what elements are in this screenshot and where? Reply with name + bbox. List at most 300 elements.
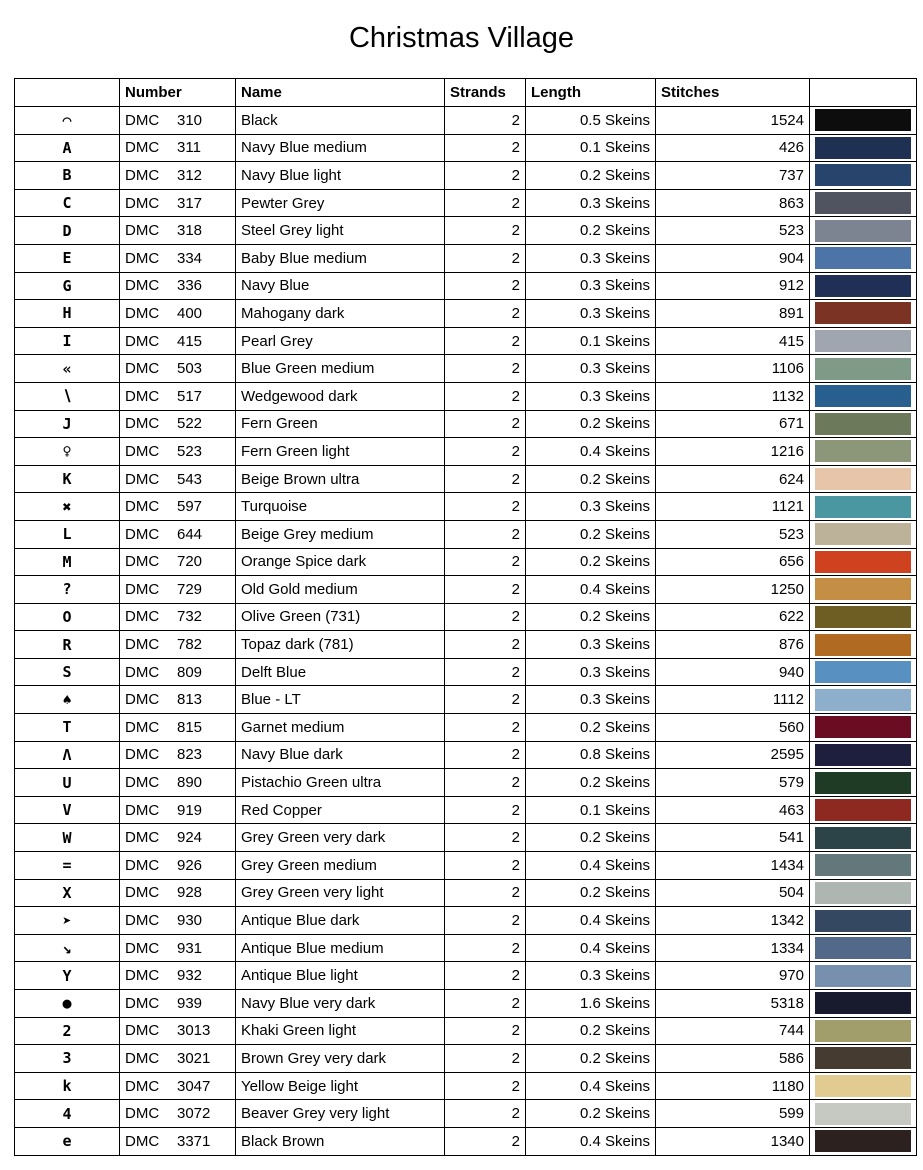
strands-cell: 2 [445, 327, 526, 355]
brand-label: DMC [125, 994, 160, 1012]
floss-number: 782 [177, 636, 203, 654]
floss-number: 3047 [177, 1077, 211, 1095]
number-cell [120, 493, 236, 521]
color-swatch-cell [810, 300, 917, 328]
stitches-cell: 523 [656, 217, 810, 245]
strands-cell: 2 [445, 1100, 526, 1128]
color-swatch [815, 137, 911, 159]
symbol-cell: W [15, 824, 120, 852]
name-cell: Beaver Grey very light [236, 1100, 445, 1128]
strands-cell: 2 [445, 714, 526, 742]
header-row [15, 79, 917, 107]
stitches-cell: 1334 [656, 934, 810, 962]
length-cell: 0.3 Skeins [526, 189, 656, 217]
symbol-cell: J [15, 410, 120, 438]
floss-number: 720 [177, 553, 203, 571]
strands-cell: 2 [445, 879, 526, 907]
floss-number: 543 [177, 470, 203, 488]
floss-number: 813 [177, 691, 203, 709]
floss-number: 931 [177, 939, 203, 957]
brand-label: DMC [125, 774, 160, 792]
strands-cell: 2 [445, 382, 526, 410]
number-cell [120, 465, 236, 493]
symbol-cell: Λ [15, 741, 120, 769]
color-swatch [815, 634, 911, 656]
name-cell: Grey Green very dark [236, 824, 445, 852]
floss-number: 3013 [177, 1022, 211, 1040]
color-swatch [815, 606, 911, 628]
brand-label: DMC [125, 498, 160, 516]
color-swatch [815, 551, 911, 573]
floss-number: 503 [177, 360, 203, 378]
strands-cell: 2 [445, 520, 526, 548]
stitches-cell: 940 [656, 658, 810, 686]
table-row [15, 631, 917, 659]
stitches-cell: 5318 [656, 990, 810, 1018]
brand-label: DMC [125, 939, 160, 957]
length-cell: 0.4 Skeins [526, 1072, 656, 1100]
brand-label: DMC [125, 663, 160, 681]
name-cell: Topaz dark (781) [236, 631, 445, 659]
table-row [15, 1127, 917, 1155]
symbol-cell: ➤ [15, 907, 120, 935]
color-swatch-cell [810, 134, 917, 162]
symbol-cell: ♠ [15, 686, 120, 714]
stitches-cell: 624 [656, 465, 810, 493]
table-row [15, 327, 917, 355]
number-cell [120, 300, 236, 328]
table-row [15, 493, 917, 521]
table-row [15, 410, 917, 438]
brand-label: DMC [125, 553, 160, 571]
color-swatch-cell [810, 796, 917, 824]
name-cell: Mahogany dark [236, 300, 445, 328]
strands-cell: 2 [445, 934, 526, 962]
color-swatch-cell [810, 962, 917, 990]
number-cell [120, 658, 236, 686]
brand-label: DMC [125, 277, 160, 295]
number-cell [120, 714, 236, 742]
table-row [15, 520, 917, 548]
symbol-cell: D [15, 217, 120, 245]
header-length: Length [526, 79, 656, 107]
strands-cell: 2 [445, 438, 526, 466]
name-cell: Orange Spice dark [236, 548, 445, 576]
name-cell: Black [236, 107, 445, 135]
number-cell [120, 1072, 236, 1100]
color-swatch-cell [810, 1100, 917, 1128]
symbol-cell: ♀ [15, 438, 120, 466]
stitches-cell: 1340 [656, 1127, 810, 1155]
color-swatch-cell [810, 576, 917, 604]
floss-number: 317 [177, 194, 203, 212]
stitches-cell: 599 [656, 1100, 810, 1128]
brand-label: DMC [125, 580, 160, 598]
strands-cell: 2 [445, 824, 526, 852]
name-cell: Turquoise [236, 493, 445, 521]
color-swatch-cell [810, 1045, 917, 1073]
number-cell [120, 824, 236, 852]
color-swatch [815, 689, 911, 711]
symbol-cell: V [15, 796, 120, 824]
length-cell: 0.2 Skeins [526, 410, 656, 438]
floss-number: 523 [177, 442, 203, 460]
symbol-cell: H [15, 300, 120, 328]
table-row [15, 990, 917, 1018]
stitches-cell: 970 [656, 962, 810, 990]
name-cell: Pistachio Green ultra [236, 769, 445, 797]
brand-label: DMC [125, 525, 160, 543]
name-cell: Navy Blue dark [236, 741, 445, 769]
color-swatch [815, 744, 911, 766]
table-row [15, 796, 917, 824]
color-swatch [815, 772, 911, 794]
symbol-cell: ● [15, 990, 120, 1018]
strands-cell: 2 [445, 300, 526, 328]
stitches-cell: 863 [656, 189, 810, 217]
stitches-cell: 1434 [656, 852, 810, 880]
brand-label: DMC [125, 470, 160, 488]
color-swatch-cell [810, 382, 917, 410]
symbol-cell: S [15, 658, 120, 686]
stitches-cell: 744 [656, 1017, 810, 1045]
strands-cell: 2 [445, 1072, 526, 1100]
number-cell [120, 852, 236, 880]
table-row [15, 686, 917, 714]
floss-number: 644 [177, 525, 203, 543]
strands-cell: 2 [445, 134, 526, 162]
floss-number: 3021 [177, 1049, 211, 1067]
color-swatch-cell [810, 493, 917, 521]
color-swatch [815, 385, 911, 407]
color-swatch [815, 882, 911, 904]
strands-cell: 2 [445, 272, 526, 300]
length-cell: 0.3 Skeins [526, 962, 656, 990]
stitches-cell: 586 [656, 1045, 810, 1073]
floss-number: 318 [177, 222, 203, 240]
symbol-cell: 2 [15, 1017, 120, 1045]
color-swatch-cell [810, 410, 917, 438]
name-cell: Steel Grey light [236, 217, 445, 245]
length-cell: 0.2 Skeins [526, 714, 656, 742]
brand-label: DMC [125, 360, 160, 378]
header-stitches: Stitches [656, 79, 810, 107]
name-cell: Garnet medium [236, 714, 445, 742]
length-cell: 0.2 Skeins [526, 879, 656, 907]
color-swatch-cell [810, 907, 917, 935]
length-cell: 0.2 Skeins [526, 1100, 656, 1128]
floss-number: 310 [177, 111, 203, 129]
color-swatch [815, 578, 911, 600]
stitches-cell: 579 [656, 769, 810, 797]
table-row [15, 134, 917, 162]
table-row [15, 962, 917, 990]
floss-number: 312 [177, 166, 203, 184]
number-cell [120, 907, 236, 935]
table-row [15, 1100, 917, 1128]
stitches-cell: 463 [656, 796, 810, 824]
color-swatch-cell [810, 769, 917, 797]
color-swatch [815, 661, 911, 683]
symbol-cell: L [15, 520, 120, 548]
color-swatch-cell [810, 990, 917, 1018]
brand-label: DMC [125, 415, 160, 433]
stitches-cell: 656 [656, 548, 810, 576]
floss-number: 522 [177, 415, 203, 433]
length-cell: 0.2 Skeins [526, 824, 656, 852]
color-swatch [815, 109, 911, 131]
symbol-cell: O [15, 603, 120, 631]
floss-number: 729 [177, 580, 203, 598]
brand-label: DMC [125, 912, 160, 930]
stitches-cell: 541 [656, 824, 810, 852]
symbol-cell: ∖ [15, 382, 120, 410]
header-strands: Strands [445, 79, 526, 107]
number-cell [120, 1127, 236, 1155]
color-swatch-cell [810, 658, 917, 686]
name-cell: Antique Blue dark [236, 907, 445, 935]
symbol-cell: G [15, 272, 120, 300]
symbol-cell: X [15, 879, 120, 907]
strands-cell: 2 [445, 631, 526, 659]
stitches-cell: 415 [656, 327, 810, 355]
brand-label: DMC [125, 801, 160, 819]
brand-label: DMC [125, 608, 160, 626]
brand-label: DMC [125, 691, 160, 709]
symbol-cell: C [15, 189, 120, 217]
floss-number: 815 [177, 718, 203, 736]
number-cell [120, 879, 236, 907]
brand-label: DMC [125, 139, 160, 157]
number-cell [120, 355, 236, 383]
color-swatch [815, 413, 911, 435]
number-cell [120, 603, 236, 631]
floss-number: 517 [177, 387, 203, 405]
number-cell [120, 244, 236, 272]
color-swatch [815, 799, 911, 821]
floss-number: 400 [177, 304, 203, 322]
number-cell [120, 107, 236, 135]
name-cell: Navy Blue very dark [236, 990, 445, 1018]
floss-number: 926 [177, 856, 203, 874]
floss-number: 930 [177, 912, 203, 930]
strands-cell: 2 [445, 217, 526, 245]
floss-number: 919 [177, 801, 203, 819]
name-cell: Pewter Grey [236, 189, 445, 217]
color-swatch [815, 1130, 911, 1152]
color-swatch-cell [810, 852, 917, 880]
name-cell: Yellow Beige light [236, 1072, 445, 1100]
symbol-cell: « [15, 355, 120, 383]
symbol-cell: 3 [15, 1045, 120, 1073]
length-cell: 0.3 Skeins [526, 658, 656, 686]
number-cell [120, 217, 236, 245]
number-cell [120, 962, 236, 990]
number-cell [120, 741, 236, 769]
color-swatch [815, 1103, 911, 1125]
floss-number: 939 [177, 994, 203, 1012]
table-row [15, 907, 917, 935]
brand-label: DMC [125, 1049, 160, 1067]
name-cell: Grey Green medium [236, 852, 445, 880]
table-row [15, 769, 917, 797]
number-cell [120, 769, 236, 797]
symbol-cell: k [15, 1072, 120, 1100]
name-cell: Grey Green very light [236, 879, 445, 907]
name-cell: Delft Blue [236, 658, 445, 686]
color-swatch [815, 854, 911, 876]
brand-label: DMC [125, 304, 160, 322]
name-cell: Navy Blue light [236, 162, 445, 190]
table-row [15, 300, 917, 328]
strands-cell: 2 [445, 355, 526, 383]
strands-cell: 2 [445, 548, 526, 576]
floss-number: 597 [177, 498, 203, 516]
color-swatch-cell [810, 465, 917, 493]
floss-number: 732 [177, 608, 203, 626]
stitches-cell: 671 [656, 410, 810, 438]
length-cell: 0.4 Skeins [526, 934, 656, 962]
length-cell: 0.4 Skeins [526, 1127, 656, 1155]
color-swatch [815, 827, 911, 849]
floss-number: 3072 [177, 1105, 211, 1123]
color-swatch [815, 992, 911, 1014]
floss-number: 3371 [177, 1132, 211, 1150]
stitches-cell: 1250 [656, 576, 810, 604]
brand-label: DMC [125, 746, 160, 764]
strands-cell: 2 [445, 686, 526, 714]
name-cell: Khaki Green light [236, 1017, 445, 1045]
strands-cell: 2 [445, 603, 526, 631]
name-cell: Blue - LT [236, 686, 445, 714]
floss-number: 311 [177, 139, 201, 157]
stitches-cell: 904 [656, 244, 810, 272]
brand-label: DMC [125, 884, 160, 902]
strands-cell: 2 [445, 410, 526, 438]
strands-cell: 2 [445, 796, 526, 824]
color-swatch-cell [810, 686, 917, 714]
strands-cell: 2 [445, 1017, 526, 1045]
name-cell: Blue Green medium [236, 355, 445, 383]
strands-cell: 2 [445, 741, 526, 769]
name-cell: Fern Green [236, 410, 445, 438]
name-cell: Beige Grey medium [236, 520, 445, 548]
number-cell [120, 1100, 236, 1128]
color-swatch-cell [810, 355, 917, 383]
strands-cell: 2 [445, 244, 526, 272]
number-cell [120, 520, 236, 548]
brand-label: DMC [125, 249, 160, 267]
strands-cell: 2 [445, 769, 526, 797]
strands-cell: 2 [445, 907, 526, 935]
number-cell [120, 934, 236, 962]
stitches-cell: 1121 [656, 493, 810, 521]
number-cell [120, 1045, 236, 1073]
number-cell [120, 189, 236, 217]
length-cell: 0.1 Skeins [526, 134, 656, 162]
color-swatch [815, 716, 911, 738]
color-swatch-cell [810, 1127, 917, 1155]
brand-label: DMC [125, 166, 160, 184]
symbol-cell: T [15, 714, 120, 742]
symbol-cell: 4 [15, 1100, 120, 1128]
brand-label: DMC [125, 718, 160, 736]
floss-number: 823 [177, 746, 203, 764]
strands-cell: 2 [445, 493, 526, 521]
table-row [15, 576, 917, 604]
symbol-cell: ↘ [15, 934, 120, 962]
floss-number: 334 [177, 249, 203, 267]
floss-number: 809 [177, 663, 203, 681]
length-cell: 0.1 Skeins [526, 796, 656, 824]
strands-cell: 2 [445, 990, 526, 1018]
stitches-cell: 523 [656, 520, 810, 548]
brand-label: DMC [125, 636, 160, 654]
stitches-cell: 1112 [656, 686, 810, 714]
symbol-cell: K [15, 465, 120, 493]
brand-label: DMC [125, 967, 160, 985]
stitches-cell: 1216 [656, 438, 810, 466]
name-cell: Olive Green (731) [236, 603, 445, 631]
color-swatch [815, 247, 911, 269]
stitches-cell: 560 [656, 714, 810, 742]
stitches-cell: 622 [656, 603, 810, 631]
length-cell: 0.3 Skeins [526, 493, 656, 521]
strands-cell: 2 [445, 658, 526, 686]
number-cell [120, 1017, 236, 1045]
table-row [15, 603, 917, 631]
table-row [15, 1045, 917, 1073]
header-number: Number [120, 79, 236, 107]
color-swatch [815, 496, 911, 518]
color-swatch [815, 302, 911, 324]
name-cell: Navy Blue [236, 272, 445, 300]
color-swatch [815, 275, 911, 297]
color-swatch-cell [810, 162, 917, 190]
brand-label: DMC [125, 829, 160, 847]
stitches-cell: 426 [656, 134, 810, 162]
stitches-cell: 2595 [656, 741, 810, 769]
length-cell: 0.4 Skeins [526, 852, 656, 880]
table-row [15, 382, 917, 410]
table-row [15, 879, 917, 907]
floss-number: 928 [177, 884, 203, 902]
brand-label: DMC [125, 1132, 160, 1150]
length-cell: 0.2 Skeins [526, 603, 656, 631]
color-swatch [815, 440, 911, 462]
table-row [15, 189, 917, 217]
table-row [15, 355, 917, 383]
length-cell: 1.6 Skeins [526, 990, 656, 1018]
color-swatch-cell [810, 327, 917, 355]
floss-number: 932 [177, 967, 203, 985]
table-row [15, 714, 917, 742]
table-row [15, 658, 917, 686]
number-cell [120, 686, 236, 714]
symbol-cell: ⌒ [15, 107, 120, 135]
name-cell: Old Gold medium [236, 576, 445, 604]
length-cell: 0.2 Skeins [526, 1017, 656, 1045]
color-swatch-cell [810, 603, 917, 631]
color-swatch-cell [810, 189, 917, 217]
color-swatch [815, 965, 911, 987]
stitches-cell: 891 [656, 300, 810, 328]
number-cell [120, 576, 236, 604]
color-swatch-cell [810, 520, 917, 548]
table-row [15, 1072, 917, 1100]
color-swatch [815, 910, 911, 932]
length-cell: 0.3 Skeins [526, 631, 656, 659]
